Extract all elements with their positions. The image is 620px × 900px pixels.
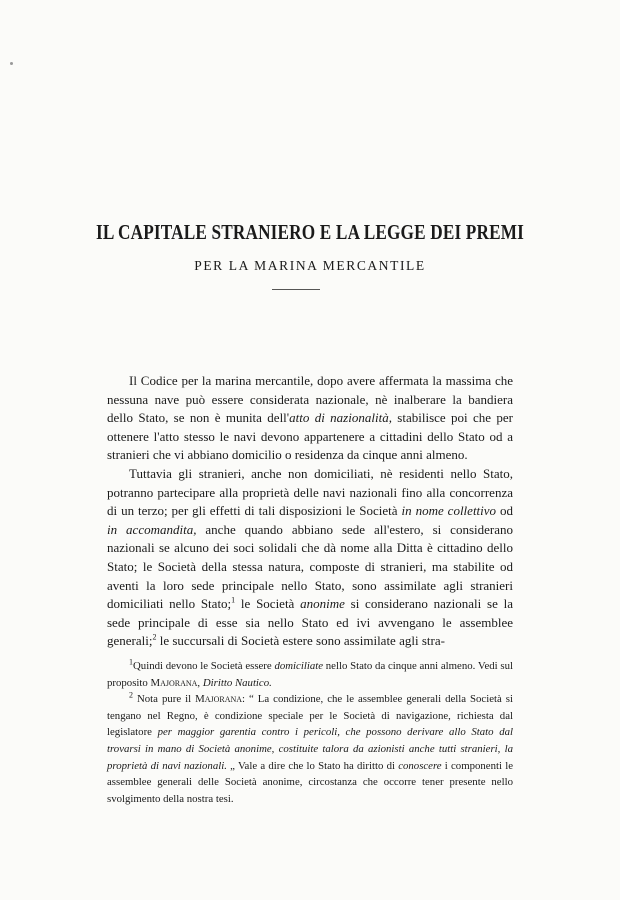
paragraph-1: Il Codice per la marina mercantile, dopo avere affermata la massima che nessuna nave può essere considerata nazionale, nè inalberare la bandiera dello Stato, se non è munita dell'atto di nazionalità, stabilisce poi che per ottenere l'atto stesso le navi devono appartenere a cittadini dello Stato od a stranieri che vi abbiano domicilio o residenza da cinque anni almeno. — [107, 373, 513, 463]
title-divider — [272, 289, 320, 290]
footnote-ref-2[interactable]: 2 — [152, 632, 157, 642]
paragraph-2: Tuttavia gli stranieri, anche non domiciliati, nè residenti nello Stato, potranno partecipare alla proprietà delle navi nazionali fino alla concorrenza di un terzo; per gli effetti di tali disposizioni le Società in nome collettivo od in accomandita, anche quando abbiano sede all'estero, si considerano nazionali se alcuno dei soci solidali che dà nome alla Ditta è cittadino dello Stato; le Società della stessa natura, composte di stranieri, ma stabilite od aventi la loro sede principale nello Stato, sono assimilate agli stranieri domiciliati nello Stato;$^1$ le Società anonime si considerano nazionali se la sede principale di esse sia nello Stato ed ivi avvengano le assemblee generali;$^2$ le succursali di Società estere sono assimilate agli stra- — [107, 465, 513, 649]
footnotes — [107, 658, 513, 807]
footnote-1: $^1$Quindi devono le Società essere domiciliate nello Stato da cinque anni almeno. Vedi sul proposito Majorana, Diritto Nautico. — [107, 657, 513, 689]
body-text — [107, 372, 513, 651]
footnote-2: $^2$ Nota pure il Majorana: “ La condizione, che le assemblee generali della Società si tengano nel Regno, è condizione speciale per le Società di navigazione, richiesta dal legislatore per maggior garentia contro i pericoli, che possono derivare allo Stato dal trovarsi in mano di Società anonime, costituite talora da azionisti anche tutti stranieri, la proprietà di navi nazionali. „ Vale a dire che lo Stato ha diritto di conoscere i componenti le assemblee generali delle Società anonime, circostanza che occorre tener presente nello svolgimento della nostra tesi. — [107, 690, 513, 805]
article-title: IL CAPITALE STRANIERO E LA LEGGE DEI PREMI — [95, 220, 525, 244]
scan-speck — [10, 62, 13, 65]
article-subtitle: PER LA MARINA MERCANTILE — [194, 258, 426, 273]
footnote-ref-1[interactable]: 1 — [231, 595, 236, 605]
